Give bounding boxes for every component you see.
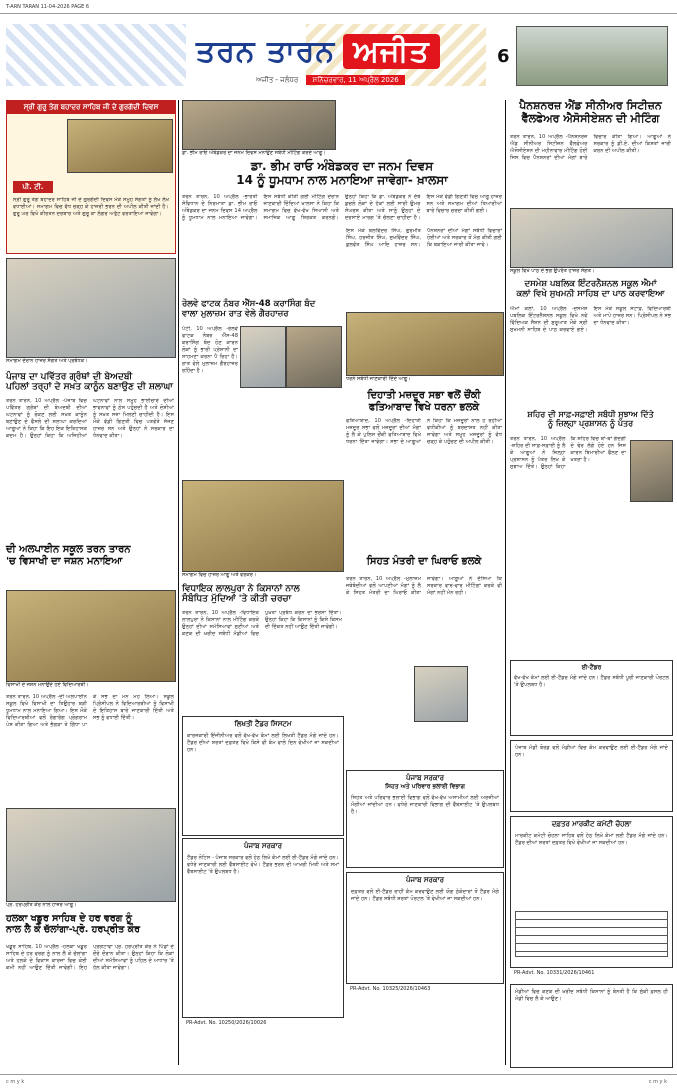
- religious-ad: ਸ੍ਰੀ ਗੁਰੂ ਤੇਗ ਬਹਾਦਰ ਸਾਹਿਬ ਜੀ ਦੇ ਗੁਰਗੱਦੀ ਦਿਵਸ ਪੀ. ਟੀ. ਸ੍ਰੀ ਗੁਰੂ ਤੇਗ ਬਹਾਦਰ ਸਾਹਿਬ ਜੀ ਦੇ ਗੁਰਗੱਦੀ ਦਿਵਸ ਮੌਕੇ ਸਮੂਹ ਸੰਗਤਾਂ ਨੂੰ ਲੱਖ ਲੱਖ ਵਧਾਈਆਂ। ਸਮਾਗਮ ਵਿਚ ਵੱਧ ਚੜ੍ਹ ਕੇ ਹਾਜ਼ਰੀ ਭਰਨ ਦੀ ਅਪੀਲ ਕੀਤੀ ਜਾਂਦੀ ਹੈ। ਗੁਰੂ ਘਰ ਵਿਖੇ ਕੀਰਤਨ ਦਰਬਾਰ ਅਤੇ ਗੁਰੂ ਕਾ ਲੰਗਰ ਅਤੁੱਟ ਵਰਤਾਇਆ ਜਾਵੇਗਾ।: [6, 100, 176, 254]
- ref-1: PR-Advt. No. 10250/2026/10026: [186, 1020, 267, 1026]
- group-photo-small: [286, 326, 342, 388]
- rally-photo: [182, 480, 344, 572]
- story-8-headline: ਵਿਧਾਇਕ ਲਾਲਪੁਰਾ ਨੇ ਕਿਸਾਨਾਂ ਨਾਲ ਸੰਬੰਧਿਤ ਮੁੱਦਿਆਂ 'ਤੇ ਕੀਤੀ ਚਰਚਾ: [182, 584, 300, 605]
- story-11-headline: ਸ਼ਹਿਰ ਦੀ ਸਾਫ਼-ਸਫ਼ਾਈ ਸਬੰਧੀ ਸੁਝਾਅ ਦਿੱਤੇ ਨੂੰ ਜ਼ਿਲ੍ਹਾ ਪ੍ਰਸ਼ਾਸਨ ਨੂੰ ਪੱਤਰ: [527, 410, 654, 429]
- story-1-caption: ਡਾ. ਭੀਮ ਰਾਓ ਅੰਬੇਡਕਰ ਦਾ ਜਨਮ ਦਿਵਸ ਮਨਾਉਣ ਸਬੰਧੀ ਮੀਟਿੰਗ ਕਰਦੇ ਆਗੂ।: [182, 150, 326, 156]
- govt-ad-2: ਪੰਜਾਬ ਸਰਕਾਰ ਦਫ਼ਤਰ ਵਲੋਂ ਈ-ਟੈਂਡਰ ਰਾਹੀਂ ਕੰਮ ਕਰਵਾਉਣ ਲਈ ਯੋਗ ਠੇਕੇਦਾਰਾਂ ਤੋਂ ਟੈਂਡਰ ਮੰਗੇ ਜਾਂਦੇ ਹਨ। ਟੈਂਡਰ ਸਬੰਧੀ ਸ਼ਰਤਾਂ ਪੋਰਟਲ 'ਤੇ ਵੇਖੀਆਂ ਜਾ ਸਕਦੀਆਂ ਹਨ।: [346, 872, 504, 984]
- story-9-headline: ਸਿਹਤ ਮੰਤਰੀ ਦਾ ਘਿਰਾਓ ਭਲਕੇ: [366, 556, 482, 567]
- footer-right: c m y k: [648, 1079, 667, 1085]
- market-committee-ad-top: ਪੰਜਾਬ ਮੰਡੀ ਬੋਰਡ ਵਲੋਂ ਮੰਡੀਆਂ ਵਿਚ ਕੰਮ ਕਰਵਾਉਣ ਲਈ ਈ-ਟੈਂਡਰ ਮੰਗੇ ਜਾਂਦੇ ਹਨ।: [510, 740, 673, 812]
- portrait-photo: [414, 666, 468, 722]
- notice-table-ad: ਈ-ਟੈਂਡਰ ਵੱਖ-ਵੱਖ ਕੰਮਾਂ ਲਈ ਈ-ਟੈਂਡਰ ਮੰਗੇ ਜਾਂਦੇ ਹਨ। ਟੈਂਡਰ ਸਬੰਧੀ ਪੂਰੀ ਜਾਣਕਾਰੀ ਪੋਰਟਲ 'ਤੇ ਉਪਲਬਧ ਹੈ।: [510, 660, 673, 736]
- masthead-photo: [516, 26, 668, 86]
- page-number: 6: [497, 46, 510, 67]
- school-path-photo: [510, 208, 673, 268]
- story-3-headline: ਦਸਮੇਸ਼ ਪਬਲਿਕ ਇੰਟਰਨੈਸ਼ਨਲ ਸਕੂਲ ਐਮਾਂ ਕਲਾਂ ਵਿਖੇ ਸੁਖਮਨੀ ਸਾਹਿਬ ਦਾ ਪਾਠ ਕਰਵਾਇਆ: [516, 279, 665, 299]
- ref-3: PR-Advt. No. 10331/2026/10461: [514, 970, 595, 976]
- masthead-pattern-left: [6, 24, 186, 86]
- badge: ਪੀ. ਟੀ.: [13, 181, 53, 193]
- turbaned-man-photo: [630, 440, 673, 502]
- title-left: ਤਰਨ ਤਾਰਨ: [196, 34, 336, 69]
- masthead-title: [196, 34, 440, 69]
- print-slug: T-ARN TARAN 11-04-2026 PAGE 6: [0, 0, 677, 14]
- person-photo: [240, 326, 286, 388]
- market-committee-ad: ਦਫ਼ਤਰ ਮਾਰਕੀਟ ਕਮੇਟੀ ਚੋਹਲਾ ਮਾਰਕੀਟ ਕਮੇਟੀ ਚੋਹਲਾ ਸਾਹਿਬ ਵਲੋਂ ਹੇਠ ਲਿਖੇ ਕੰਮਾਂ ਲਈ ਟੈਂਡਰ ਮੰਗੇ ਜਾਂਦੇ ਹਨ। ਟੈਂਡਰ ਦੀਆਂ ਸ਼ਰਤਾਂ ਦਫ਼ਤਰ ਵਿਖੇ ਵੇਖੀਆਂ ਜਾ ਸਕਦੀਆਂ ਹਨ।: [510, 816, 673, 968]
- footer-left: c m y k: [6, 1079, 25, 1085]
- masthead: [6, 16, 671, 98]
- school-photo: [6, 258, 176, 358]
- story-6-headline: ਦਿਹਾਤੀ ਮਜ਼ਦੂਰ ਸਭਾ ਵਲੋਂ ਚੌਂਕੀ ਫਤਿਆਬਾਦ ਵਿਖੇ ਧਰਨਾ ਭਲਕੇ: [367, 390, 481, 413]
- health-ad: ਪੰਜਾਬ ਸਰਕਾਰ ਸਿਹਤ ਅਤੇ ਪਰਿਵਾਰ ਭਲਾਈ ਵਿਭਾਗ ਸਿਹਤ ਅਤੇ ਪਰਿਵਾਰ ਭਲਾਈ ਵਿਭਾਗ ਵਲੋਂ ਵੱਖ-ਵੱਖ ਅਸਾਮੀਆਂ ਲਈ ਅਰਜ਼ੀਆਂ ਮੰਗੀਆਂ ਜਾਂਦੀਆਂ ਹਨ। ਵਧੇਰੇ ਜਾਣਕਾਰੀ ਵਿਭਾਗ ਦੀ ਵੈੱਬਸਾਈਟ 'ਤੇ ਉਪਲਬਧ ਹੈ।: [346, 770, 504, 868]
- place: ਅਜੀਤ - ਜਲੰਧਰ: [256, 76, 299, 84]
- story-7-headline: ਦੀ ਅਲਪਾਈਨ ਸਕੂਲ ਤਰਨ ਤਾਰਨ 'ਚ ਵਿਸਾਖੀ ਦਾ ਜਸ਼ਨ ਮਨਾਇਆ: [6, 544, 131, 567]
- tender-ad-2: ਪੰਜਾਬ ਸਰਕਾਰ ਟੈਂਡਰ ਨੋਟਿਸ - ਪੰਜਾਬ ਸਰਕਾਰ ਵਲੋਂ ਹੇਠ ਲਿਖੇ ਕੰਮਾਂ ਲਈ ਈ-ਟੈਂਡਰ ਮੰਗੇ ਜਾਂਦੇ ਹਨ। ਵਧੇਰੇ ਜਾਣਕਾਰੀ ਲਈ ਵੈੱਬਸਾਈਟ ਵੇਖੋ। ਟੈਂਡਰ ਭਰਨ ਦੀ ਆਖਰੀ ਮਿਤੀ ਅਤੇ ਸਮਾਂ ਵੈੱਬਸਾਈਟ 'ਤੇ ਉਪਲਬਧ ਹੈ।: [182, 838, 344, 1018]
- story-10-headline: ਹਲਕਾ ਖਡੂਰ ਸਾਹਿਬ ਦੇ ਹਰ ਵਰਗ ਨੂੰ ਨਾਲ ਲੈ ਕੇ ਚੱਲਾਂਗਾ-ਪ੍ਰੋ. ਹਰਪ੍ਰੀਤ ਕੌਰ: [6, 913, 140, 935]
- baisakhi-photo: [6, 590, 176, 682]
- story-2-headline: ਪੈਨਸ਼ਨਰਜ਼ ਐਂਡ ਸੀਨੀਅਰ ਸਿਟੀਜ਼ਨ ਵੈੱਲਫੇਅਰ ਐਸੋਸੀਏਸ਼ਨ ਦੀ ਮੀਟਿੰਗ: [519, 99, 662, 125]
- story-1-headline: ਡਾ. ਭੀਮ ਰਾਓ ਅੰਬੇਡਕਰ ਦਾ ਜਨਮ ਦਿਵਸ 14 ਨੂੰ ਧੂਮਧਾਮ ਨਾਲ ਮਨਾਇਆ ਜਾਵੇਗਾ- ਖ਼ਾਲਸਾ: [236, 159, 448, 187]
- story-5-headline: ਰੇਲਵੇ ਫਾਟਕ ਨੰਬਰ ਐੱਸ-48 ਕਰਾਸਿੰਗ ਬੰਦ ਵਾਲਾ ਮੁਲਾਜ਼ਮ ਰਾਤ ਵੇਲੇ ਗੈਰਹਾਜ਼ਰ: [182, 299, 316, 319]
- tender-ad-1: ਲਿਖਤੀ ਟੈਂਡਰ ਸਿਸਟਮ ਕਾਰਜਕਾਰੀ ਇੰਜੀਨੀਅਰ ਵਲੋਂ ਵੱਖ-ਵੱਖ ਕੰਮਾਂ ਲਈ ਲਿਖਤੀ ਟੈਂਡਰ ਮੰਗੇ ਜਾਂਦੇ ਹਨ। ਟੈਂਡਰ ਦੀਆਂ ਸ਼ਰਤਾਂ ਦਫ਼ਤਰ ਵਿਖੇ ਕਿਸੇ ਵੀ ਕੰਮ ਵਾਲੇ ਦਿਨ ਵੇਖੀਆਂ ਜਾ ਸਕਦੀਆਂ ਹਨ।: [182, 716, 344, 836]
- temple-photo: [67, 119, 173, 173]
- religious-ad-title: ਸ੍ਰੀ ਗੁਰੂ ਤੇਗ ਬਹਾਦਰ ਸਾਹਿਬ ਜੀ ਦੇ ਗੁਰਗੱਦੀ ਦਿਵਸ: [7, 101, 175, 114]
- footer: [0, 1074, 677, 1089]
- tender-table: [515, 911, 668, 957]
- bottom-notice-ad: ਮੰਡੀਆਂ ਵਿਚ ਕਣਕ ਦੀ ਖ਼ਰੀਦ ਸਬੰਧੀ ਕਿਸਾਨਾਂ ਨੂੰ ਬੇਨਤੀ ਹੈ ਕਿ ਸੁੱਕੀ ਫ਼ਸਲ ਹੀ ਮੰਡੀ ਵਿਚ ਲੈ ਕੇ ਆਉਣ।: [510, 984, 673, 1068]
- column-rule: [178, 100, 179, 1065]
- column-rule: [505, 100, 506, 1065]
- story-4-headline: ਪੰਜਾਬ ਦਾ ਪਵਿੱਤਰ ਗ੍ਰੰਥਾਂ ਦੀ ਬੇਅਦਬੀ ਪਹਿਲਾਂ ਤਰ੍ਹਾਂ ਦੇ ਸਖ਼ਤ ਕਾਨੂੰਨ ਬਣਾਉਣ ਦੀ ਸ਼ਲਾਘਾ: [6, 372, 173, 393]
- protest-photo: [346, 312, 504, 376]
- meeting-photo: [6, 808, 176, 902]
- ambedkar-meeting-photo: [182, 100, 336, 150]
- date: ਸ਼ਨਿੱਚਰਵਾਰ, 11 ਅਪ੍ਰੈਲ 2026: [306, 75, 404, 85]
- ref-2: PR-Advt. No. 10325/2026/10463: [350, 986, 431, 992]
- title-right: ਅਜੀਤ: [343, 34, 440, 69]
- masthead-subtitle: [256, 76, 405, 85]
